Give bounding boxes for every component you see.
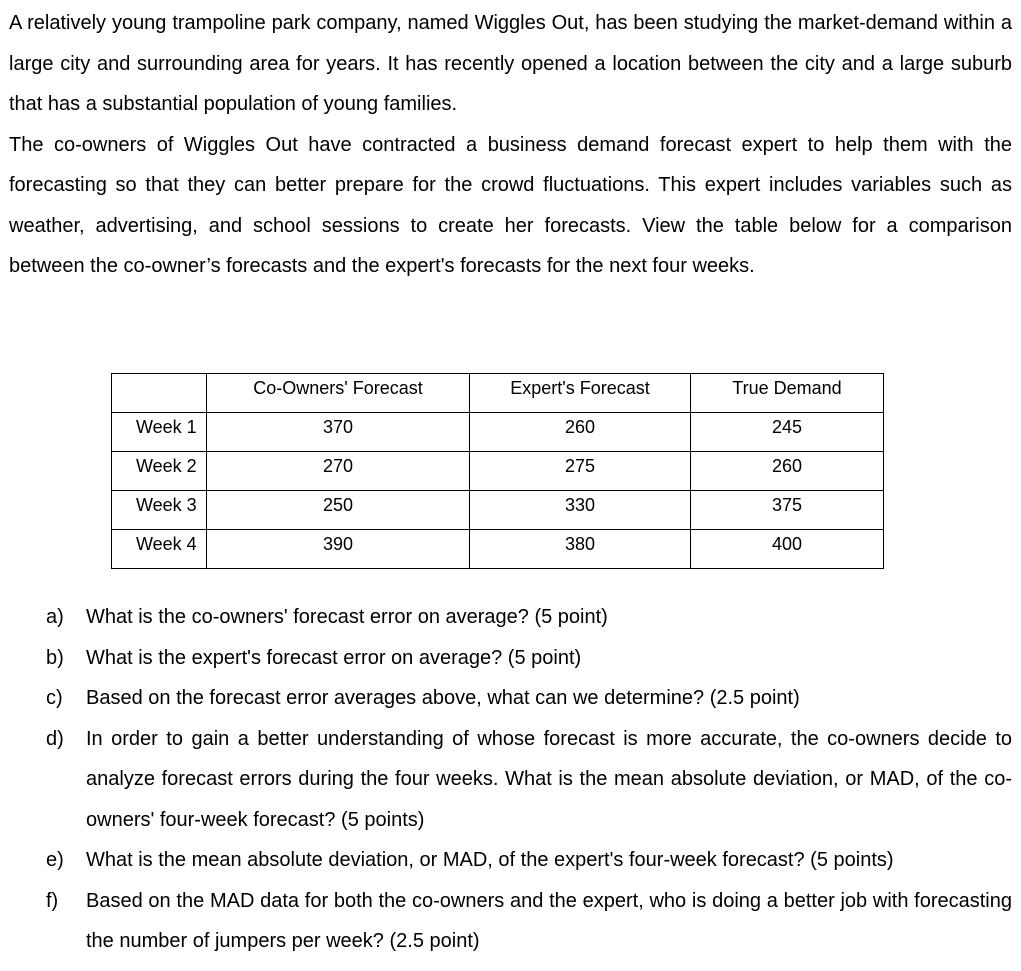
question-marker: e): [46, 849, 64, 871]
question-item: [46, 597, 1012, 638]
coowners-value: 270: [207, 452, 470, 491]
coowners-value: 390: [207, 530, 470, 569]
header-expert-forecast: Expert's Forecast: [470, 374, 691, 413]
question-item: [46, 678, 1012, 719]
table-row: [112, 452, 884, 491]
true-demand-value: 400: [691, 530, 884, 569]
row-label: Week 2: [112, 452, 207, 491]
table-row: [112, 491, 884, 530]
header-empty: [112, 374, 207, 413]
intro-paragraph-1: A relatively young trampoline park company, named Wiggles Out, has been studying the market-demand within a large city and surrounding area for years. It has recently opened a location between the city and a large suburb that has a substantial population of young families.: [9, 12, 1012, 115]
true-demand-value: 260: [691, 452, 884, 491]
header-coowners-forecast: Co-Owners' Forecast: [207, 374, 470, 413]
row-label: Week 1: [112, 413, 207, 452]
row-label: Week 4: [112, 530, 207, 569]
expert-value: 260: [470, 413, 691, 452]
question-item: [46, 840, 1012, 881]
coowners-value: 370: [207, 413, 470, 452]
coowners-value: 250: [207, 491, 470, 530]
question-marker: b): [46, 646, 64, 669]
intro-paragraph-2: The co-owners of Wiggles Out have contracted a business demand forecast expert to help them with the forecasting so that they can better prepare for the crowd fluctuations. This expert includes variables such as weather, advertising, and school sessions to create her forecasts. View the table below for a comparison between the co-owner’s forecasts and the expert's forecasts for the next four weeks.: [9, 133, 1012, 277]
true-demand-value: 245: [691, 413, 884, 452]
question-text: In order to gain a better understanding of whose forecast is more accurate, the co-owners decide to analyze forecast errors during the four weeks. What is the mean absolute deviation, or MAD, of the co-owners' four-week forecast? (5 points): [86, 727, 1012, 831]
question-list: [46, 597, 1012, 962]
table-row: [112, 413, 884, 452]
question-item: [46, 638, 1012, 679]
question-marker: a): [46, 606, 64, 628]
question-text: What is the expert's forecast error on average? (5 point): [86, 646, 582, 669]
question-marker: d): [46, 727, 64, 750]
question-item: [46, 881, 1012, 962]
question-text: What is the co-owners' forecast error on average? (5 point): [86, 606, 608, 628]
question-marker: f): [46, 889, 59, 912]
problem-intro: [9, 3, 1012, 287]
table-header-row: [112, 374, 884, 413]
table-row: [112, 530, 884, 569]
question-text: Based on the MAD data for both the co-owners and the expert, who is doing a better job with forecasting the number of jumpers per week? (2.5 point): [86, 889, 1012, 952]
question-marker: c): [46, 687, 63, 709]
true-demand-value: 375: [691, 491, 884, 530]
expert-value: 380: [470, 530, 691, 569]
question-text: What is the mean absolute deviation, or MAD, of the expert's four-week forecast? (5 points): [86, 849, 894, 871]
question-text: Based on the forecast error averages above, what can we determine? (2.5 point): [86, 687, 800, 709]
expert-value: 330: [470, 491, 691, 530]
forecast-table: [111, 373, 884, 569]
question-item: [46, 719, 1012, 841]
row-label: Week 3: [112, 491, 207, 530]
header-true-demand: True Demand: [691, 374, 884, 413]
expert-value: 275: [470, 452, 691, 491]
